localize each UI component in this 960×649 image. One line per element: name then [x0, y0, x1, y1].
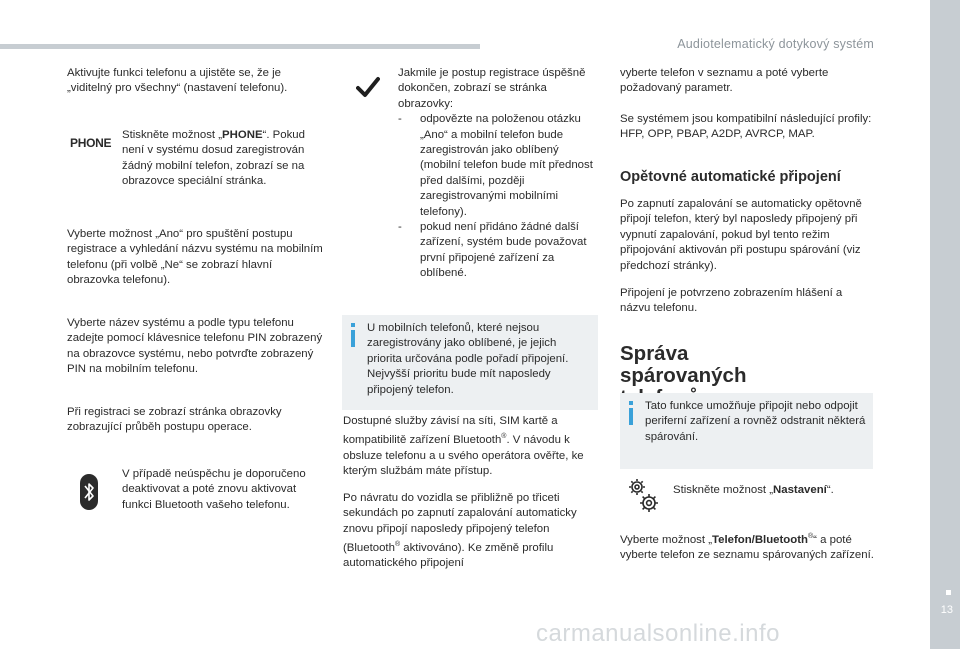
col1-para-ano: Vyberte možnost „Ano“ pro spuštění postupu registrace a vyhledání názvu systému na mobilním telefonu (při volbě „Ne“ se zobrazí hlavní obrazovka telefonu).	[67, 228, 323, 287]
watermark: carmanualsonline.info	[536, 620, 780, 647]
col3-confirm-para: Připojení je potvrzeno zobrazením hlášení a názvu telefonu.	[620, 287, 843, 315]
col3-info-text: Tato funkce umožňuje připojit nebo odpojit periferní zařízení a rovněž odstranit některá spárování.	[645, 400, 866, 443]
continue-marker	[946, 590, 951, 595]
col2-info-box	[342, 315, 598, 410]
col2-services-para: Dostupné služby závisí na síti, SIM kartě a kompatibilitě zařízení Bluetooth®. V návodu k obsluze telefonu a u svého operátora ověřte, ke kterým službám máte přístup.	[343, 415, 584, 478]
col1-para-pin: Vyberte název systému a podle typu telefonu zadejte pomocí klávesnice telefonu PIN zobrazený na obrazovce systému, nebo potvrďte zobrazený PIN na mobilním telefonu.	[67, 317, 323, 376]
col3-info-box	[620, 393, 873, 469]
list-item: - pokud není přidáno žádné další zařízení, systém bude považovat první připojené zařízení za oblíbené.	[398, 221, 587, 280]
col2-success-intro: Jakmile je postup registrace úspěšně dokončen, zobrazí se stránka obrazovky:	[398, 67, 586, 110]
col3-profiles-para: Se systémem jsou kompatibilní následující profily: HFP, OPP, PBAP, A2DP, AVRCP, MAP.	[620, 113, 872, 141]
col3-auto-reconnect-para: Po zapnutí zapalování se automaticky opětovně připojí telefon, který byl naposledy připojený při vypnutí zapalování, pokud byl tento režim připojování aktivován při postupu spárování (viz předchozí stránky).	[620, 198, 862, 272]
col2-info-text: U mobilních telefonů, které nejsou zaregistrovány jako oblíbené, je jejich priorita určována podle pořadí připojení. Nejvyšší prioritu bude mít naposledy připojený telefon.	[367, 322, 569, 396]
col2-success-block	[398, 66, 598, 282]
info-icon	[350, 323, 356, 352]
info-icon	[628, 401, 634, 430]
header-rule	[0, 44, 480, 49]
header-title: Audiotelematický dotykový systém	[677, 37, 874, 51]
col1-bluetooth-note: V případě neúspěchu je doporučeno deaktivovat a poté znovu aktivovat funkci Bluetooth vašeho telefonu.	[122, 468, 306, 511]
list-item: - odpovězte na položenou otázku „Ano“ a mobilní telefon bude zaregistrován jako oblíbený (mobilní telefon bude mít přednost před dalšími, později zaregistrovanými mobilními telefony).	[398, 113, 593, 218]
heading-manage-paired: Správa spárovaných	[620, 342, 747, 387]
col3-select-bluetooth-para: Vyberte možnost „Telefon/Bluetooth®“ a poté vyberte telefon ze seznamu spárovaných zařízení.	[620, 533, 874, 562]
col3-settings-instruction: Stiskněte možnost „Nastavení“.	[673, 484, 834, 496]
heading-auto-reconnect: Opětovné automatické připojení	[620, 169, 841, 185]
col3-select-para: vyberte telefon v seznamu a poté vyberte požadovaný parametr.	[620, 67, 829, 95]
bluetooth-icon	[80, 474, 98, 515]
col2-reconnect-para: Po návratu do vozidla se přibližně po třiceti sekundách po zapnutí zapalování automaticky znovu připojí naposledy připojený telefon (Bluetooth® aktivováno). Ke změně profilu automatického připojení	[343, 492, 577, 570]
phone-label-icon: PHONE	[70, 136, 112, 150]
col1-phone-instruction: Stiskněte možnost „PHONE“. Pokud není v systému dosud zaregistrován žádný mobilní telefon, zobrazí se na obrazovce speciální stránka.	[122, 129, 305, 188]
col1-intro: Aktivujte funkci telefonu a ujistěte se, že je „viditelný pro všechny“ (nastavení telefonu).	[67, 67, 288, 95]
settings-gears-icon	[626, 476, 662, 519]
checkmark-icon	[356, 76, 380, 103]
page-number: 13	[940, 604, 953, 616]
side-band	[930, 0, 960, 649]
col1-para-progress: Při registraci se zobrazí stránka obrazovky zobrazující průběh postupu operace.	[67, 406, 282, 434]
